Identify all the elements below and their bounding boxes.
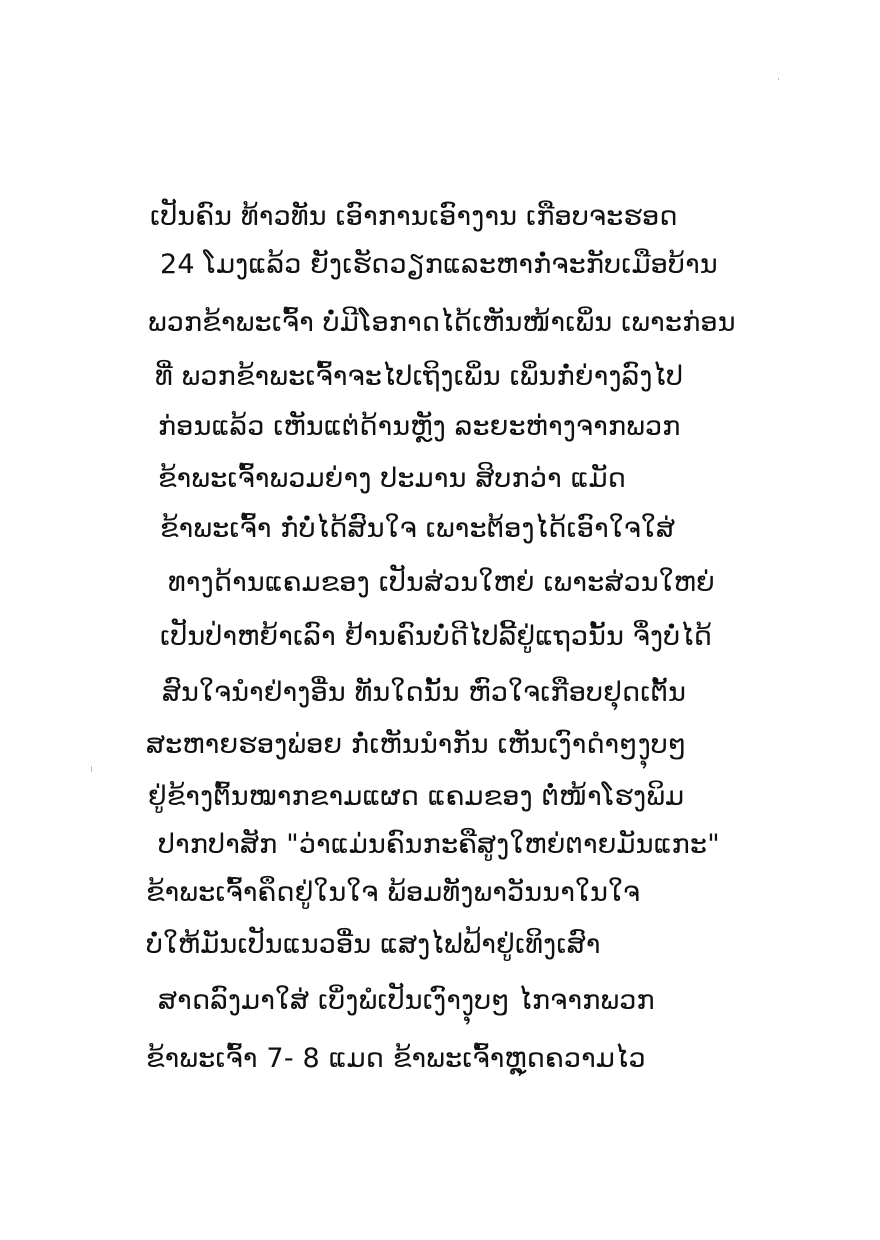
text-line-6: ຂ້າພະເຈົ້າພວມຍ່າງ ປະມານ ສິບກວ່າ ແມັດ	[158, 463, 627, 494]
scan-speck-left	[91, 766, 92, 772]
text-line-16: ສາດລົງມາໃສ່ ເບິ່ງພໍເປັນເງົາງຸບໆ ໄກຈາກພວກ	[158, 985, 655, 1016]
text-line-10: ສົນໃຈນຳຢ່າງອື່ນ ທັນໃດນັ້ນ ຫົວໃຈເກືອບຢຸດເຕັ້ນ	[162, 677, 687, 708]
text-line-14: ຂ້າພະເຈົ້າຄຶດຢູ່ໃນໃຈ ພ້ອມທັງພາວັນນາໃນໃຈ	[146, 877, 641, 908]
text-line-4: ທີ່ ພວກຂ້າພະເຈົ້າຈະໄປເຖິງເພິ່ນ ເພິ່ນກໍ່ຍ່າງລົງໄປ	[155, 361, 684, 392]
scan-speck-top	[778, 78, 779, 80]
text-line-1: ເປັນຄົນ ທ້າວທັນ ເອົາການເອົາງານ ເກືອບຈະຮອດ	[150, 201, 678, 232]
text-line-7: ຂ້າພະເຈົ້າ ກໍ່ບໍ່ໄດ້ສົນໃຈ ເພາະຕ້ອງໄດ້ເອົາໃຈໃສ່	[160, 513, 676, 544]
text-line-12: ຢູ່ຂ້າງຕົ້ນໝາກຂາມແຜດ ແຄມຂອງ ຕໍ່ໜ້າໂຮງພິມ	[148, 781, 685, 812]
text-line-3: ພວກຂ້າພະເຈົ້າ ບໍ່ມີໂອກາດໄດ້ເຫັນໜ້າເພິ່ນ ເພາະກ່ອນ	[148, 307, 736, 338]
text-line-8: ທາງດ້ານແຄມຂອງ ເປັນສ່ວນໃຫຍ່ ເພາະສ່ວນໃຫຍ່	[168, 567, 715, 598]
text-line-13: ປາກປາສັກ "ວ່າແມ່ນຄົນກະຄືສູງໃຫຍ່ຕາຍມັນແກະ"	[158, 829, 720, 860]
text-line-5: ກ່ອນແລ້ວ ເຫັນແຕ່ດ້ານຫຼັງ ລະຍະຫ່າງຈາກພວກ	[158, 411, 681, 442]
text-line-11: ສະຫາຍຮອງພ່ອຍ ກໍ່ເຫັນນຳກັນ ເຫັນເງົາດຳໆງຸບໆ	[146, 729, 687, 760]
text-line-15: ບໍ່ໃຫ້ມັນເປັນແນວອື່ນ ແສງໄຟຟ້າຢູ່ເທິງເສົາ	[146, 929, 601, 960]
text-line-9: ເປັນປ່າຫຍ້າເລົາ ຢ້ານຄົນບໍ່ດີໄປລີ້ຢູ່ແຖວນັ້ນ ຈຶ່ງບໍ່ໄດ້	[160, 621, 713, 652]
text-line-17: ຂ້າພະເຈົ້າ 7- 8 ແມດ ຂ້າພະເຈົ້າຫຼຸດຄວາມໄວ	[146, 1043, 646, 1074]
text-line-2: 24 ໂມງແລ້ວ ຍັງເຮັດວຽກແລະຫາກໍ່ຈະກັບເມືອບ້ານ	[160, 249, 718, 280]
